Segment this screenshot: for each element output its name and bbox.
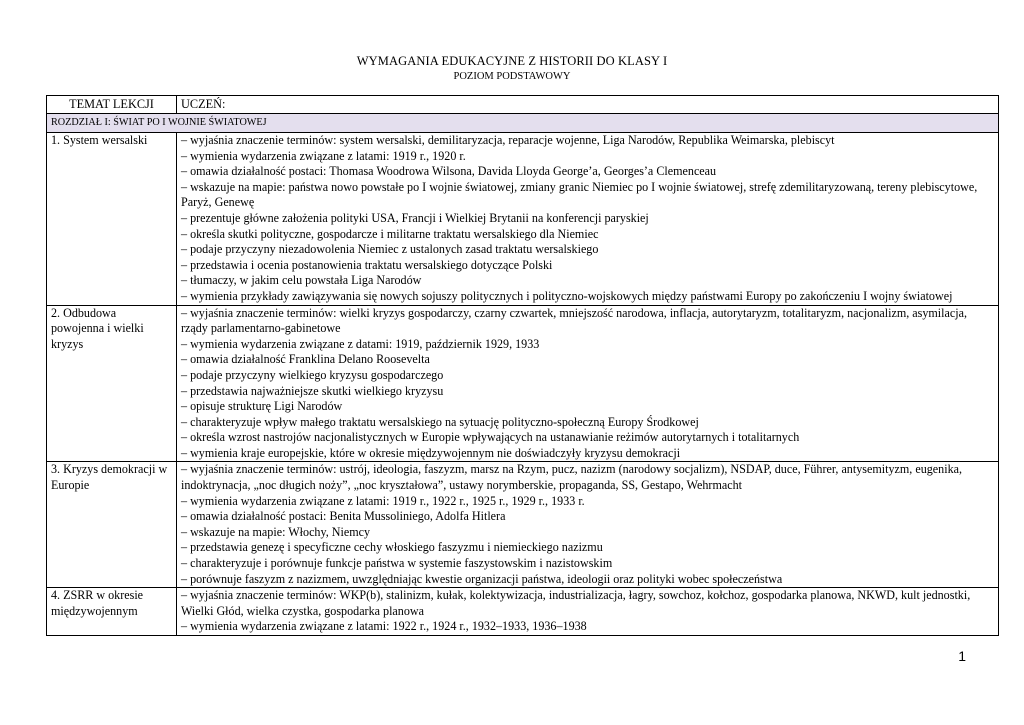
requirement-item: – tłumaczy, w jakim celu powstała Liga Narodów [181,273,422,288]
requirement-item: – wymienia wydarzenia związane z latami: 1922 r., 1924 r., 1932–1933, 1936–1938 [181,619,587,634]
requirement-item: – omawia działalność Franklina Delano Roosevelta [181,352,430,367]
table-row [47,133,999,306]
requirement-item: – wyjaśnia znaczenie terminów: wielki kryzys gospodarczy, czarny czwartek, mniejszość narodowa, inflacja, autorytaryzm, totalitaryzm, nacjonalizm, asymilacja, rządy parlamentarno-gabinetowe [181,305,968,336]
table-row [47,462,999,588]
requirement-item: – wyjaśnia znaczenie terminów: system wersalski, demilitaryzacja, reparacje wojenne, Liga Narodów, Republika Weimarska, plebiscyt [181,133,835,147]
requirement-item: – podaje przyczyny niezadowolenia Niemiec z ustalonych zasad traktatu wersalskiego [181,242,599,257]
section-title: ROZDZIAŁ I: ŚWIAT PO I WOJNIE ŚWIATOWEJ [47,114,999,133]
requirement-item: – omawia działalność postaci: Thomasa Woodrowa Wilsona, Davida Lloyda George’a, Georges’a Clemenceau [181,164,717,179]
column-header-student: UCZEŃ: [177,96,999,114]
requirement-item: – prezentuje główne założenia polityki USA, Francji i Wielkiej Brytanii na konferencji paryskiej [181,210,649,225]
requirement-item: – wymienia przykłady zawiązywania się nowych sojuszy politycznych i polityczno-wojskowych między państwami Europy po zakończeniu I wojny światowej [181,288,953,303]
table-row [47,588,999,636]
requirement-item: – wymienia wydarzenia związane z latami: 1919 r., 1922 r., 1925 r., 1929 r., 1933 r. [181,493,585,508]
requirement-item: – wyjaśnia znaczenie terminów: WKP(b), stalinizm, kułak, kolektywizacja, industrializacja, łagry, sowchoz, kołchoz, gospodarka planowa, NKWD, kult jednostki, Wielki Głód, wielka czystka, gospodarka planowa [181,588,971,618]
requirement-item: – przedstawia najważniejsze skutki wielkiego kryzysu [181,383,444,398]
requirements-cell [177,133,999,306]
requirements-cell [177,462,999,588]
requirement-item: – charakteryzuje wpływ małego traktatu wersalskiego na sytuację polityczno-społeczną Europy Środkowej [181,414,699,429]
requirement-item: – podaje przyczyny wielkiego kryzysu gospodarczego [181,367,444,382]
requirement-item: – wymienia kraje europejskie, które w okresie międzywojennym nie doświadczyły kryzysu demokracji [181,445,681,460]
requirements-cell [177,588,999,636]
page-number: 1 [958,648,966,664]
requirement-item: – wyjaśnia znaczenie terminów: ustrój, ideologia, faszyzm, marsz na Rzym, pucz, nazizm (narodowy socjalizm), NSDAP, duce, Führer, antysemityzm, eugenika, indoktrynacja, „noc długich noży”, „noc kryształowa”, ustawy norymberskie, propaganda, SS, Gestapo, Wehrmacht [181,462,963,493]
section-row [47,114,999,133]
requirement-item: – wymienia wydarzenia związane z datami: 1919, październik 1929, 1933 [181,336,540,351]
lesson-topic: 2. Odbudowa powojenna i wielki kryzys [47,305,177,462]
requirement-item: – charakteryzuje i porównuje funkcje państwa w systemie faszystowskim i nazistowskim [181,556,613,571]
document-title: WYMAGANIA EDUKACYJNE Z HISTORII DO KLASY I [356,54,668,68]
lesson-topic: 4. ZSRR w okresie międzywojennym [47,588,177,636]
requirement-item: – określa skutki polityczne, gospodarcze i militarne traktatu wersalskiego dla Niemiec [181,226,599,241]
requirement-item: – opisuje strukturę Ligi Narodów [181,399,343,414]
requirements-cell [177,305,999,462]
requirement-item: – przedstawia genezę i specyficzne cechy włoskiego faszyzmu i niemieckiego nazizmu [181,540,603,555]
requirement-item: – przedstawia i ocenia postanowienia traktatu wersalskiego dotyczące Polski [181,257,553,272]
requirement-item: – określa wzrost nastrojów nacjonalistycznych w Europie wpływających na ustanawianie reżimów autorytarnych i totalitarnych [181,430,800,445]
document-subtitle: POZIOM PODSTAWOWY [453,71,571,82]
requirement-item: – porównuje faszyzm z nazizmem, uwzględniając kwestie organizacji państwa, ideologii oraz polityki wobec społeczeństwa [181,571,783,586]
requirement-item: – wskazuje na mapie: Włochy, Niemcy [181,524,371,539]
column-header-topic: TEMAT LEKCJI [47,96,177,114]
requirement-item: – omawia działalność postaci: Benita Mussoliniego, Adolfa Hitlera [181,509,506,524]
lesson-topic: 3. Kryzys demokracji w Europie [47,462,177,588]
requirement-item: – wskazuje na mapie: państwa nowo powstałe po I wojnie światowej, zmiany granic Niemiec po I wojnie światowej, strefę zdemilitaryzowaną, tereny plebiscytowe, Paryż, Genewę [181,179,978,210]
table-header-row [47,96,999,114]
requirement-item: – wymienia wydarzenia związane z latami: 1919 r., 1920 r. [181,148,466,163]
table-row [47,305,999,462]
lesson-topic: 1. System wersalski [47,133,177,306]
requirements-table [46,95,999,636]
